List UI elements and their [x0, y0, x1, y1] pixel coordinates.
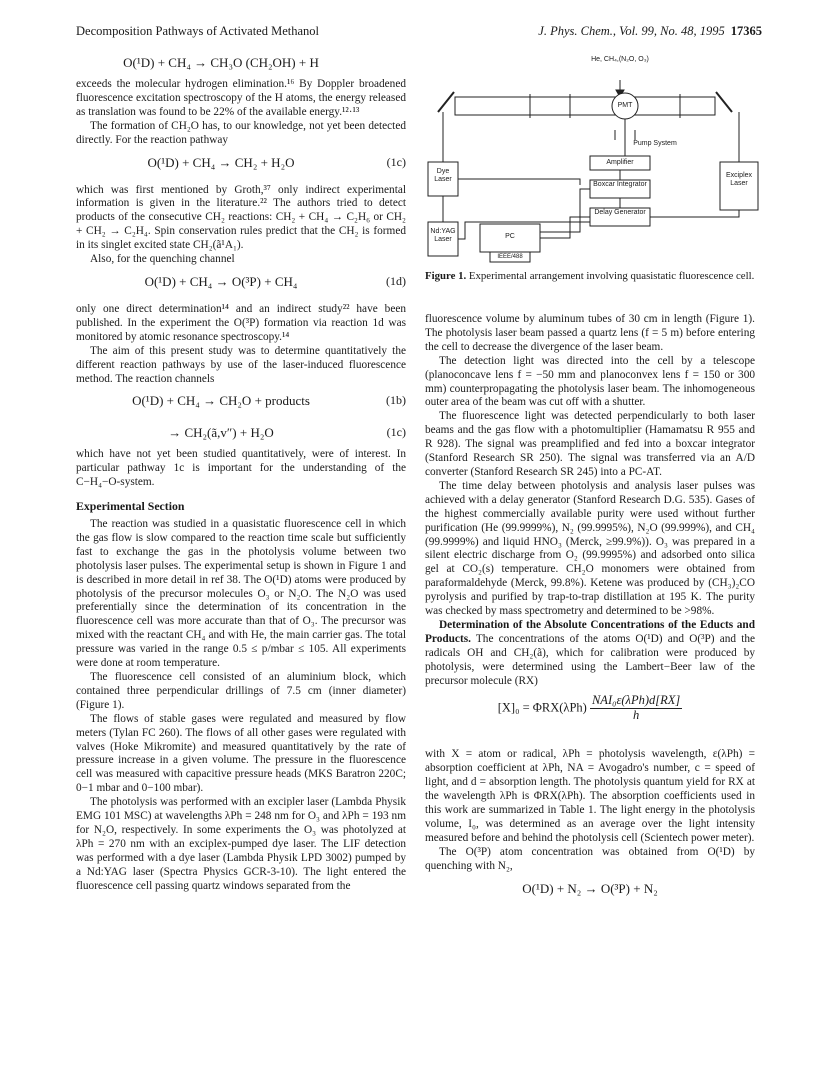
paragraph: The fluorescence light was detected perpendicularly to both laser beams and the gas flow with a photomultiplier (Hamamatsu R 955 and R 928). The signal was preamplified and fed into a boxcar integrator (Stanford Research SR 250). The signal was transferred via an A/D converter (Stanford Research SR 245) into a PC-AT. — [425, 410, 755, 478]
fluorescence-cell-tube — [455, 97, 715, 115]
paragraph: The fluorescence cell consisted of an aluminium block, which contained three perpendicular drillings of 7.5 cm (inner diameter) (Figure 1). — [76, 671, 406, 711]
paragraph: The photolysis was performed with an excipler laser (Lambda Physik EMG 101 MSC) at wavelengths λPh = 248 nm for O₃ and λPh = 193 nm for N₂O, respectively. In some experiments the O₃ was photolyzed at λPh = 270 nm with an exciplex-pumped dye laser. The LIF detection was performed with a dye laser (Lambda Physik LPD 3002) pumped by a Nd:YAG laser (Spectra Physics GCR-3-10). The light entered the fluorescence cell passing quartz windows separated from the — [76, 796, 406, 892]
pc-label: PC — [505, 233, 515, 240]
paragraph-text: The concentrations of the atoms O(¹D) and O(³P) and the radicals OH and CH₂(ã), which for calibration were produced by photolysis, were determined using the Lambert−Beer law of the precursor molecule (RX) — [425, 632, 755, 687]
lambert-beer-equation — [425, 694, 755, 740]
caption-label: Figure 1. — [425, 270, 467, 282]
section-heading: Experimental Section — [76, 499, 185, 514]
caption-text: Experimental arrangement involving quasistatic fluorescence cell. — [468, 270, 755, 282]
exciplex-label: Exciplex Laser — [725, 172, 753, 187]
equation-body: O(¹D) + CH₄ → CH₂O + products — [132, 393, 310, 409]
ndyag-label: Nd:YAG Laser — [430, 228, 456, 243]
paragraph: exceeds the molecular hydrogen elimination.¹⁶ By Doppler broadened fluorescence excitation spectroscopy of the H atoms, the energy released as translation was found to be 22% of the available energy.¹²·¹³ — [76, 78, 406, 118]
paragraph: The aim of this present study was to determine quantitatively the different reaction pathways by use of the laser-induced fluorescence method. The reaction channels — [76, 344, 406, 385]
equation-number: (1d) — [386, 273, 406, 288]
boxcar-label: Boxcar Integrator — [593, 181, 647, 188]
pc-to-boxcar-wire — [540, 189, 590, 232]
equation-body: → CH₂(ã,v″) + H₂O — [168, 425, 274, 441]
delay-generator-label: Delay Generator — [594, 209, 646, 216]
figure-caption — [425, 270, 760, 283]
pump-system-label: Pump System — [633, 140, 677, 147]
paragraph: Also, for the quenching channel — [90, 253, 235, 266]
pmt-label: PMT — [617, 102, 633, 109]
figure-1-diagram — [420, 52, 770, 302]
pc-to-delay-wire — [540, 217, 590, 238]
equation-1c-second — [76, 422, 406, 444]
equation-1a-body: O(¹D) + CH₄ → CH₃O (CH₂OH) + H — [123, 55, 319, 70]
running-header-title: Decomposition Pathways of Activated Methanol — [76, 24, 320, 38]
right-column — [425, 313, 755, 910]
dye-wire — [458, 179, 580, 185]
equation-number: (1b) — [386, 393, 406, 408]
paragraph: The detection light was directed into the cell by a telescope (planoconcave lens f = −50 mm and planoconvex lens f = 150 or 300 mm) counterpropagating the photolysis laser beam. The inhomogeneous outer area of the beam was cut off with a shutter. — [425, 354, 755, 409]
equation-lhs: [X]₀ = ΦRX(λPh) — [497, 700, 587, 715]
gas-inlet-label: He, CH₄,(N₂O, O₃) — [591, 56, 649, 63]
equation-denominator: h — [632, 708, 640, 723]
equation-number: (1c) — [386, 154, 406, 169]
paragraph: fluorescence volume by aluminum tubes of 30 cm in length (Figure 1). The photolysis laser beam passed a quartz lens (f = 5 m) before entering the cell to decrease the divergence of the laser beam. — [425, 313, 755, 353]
equation-fraction — [590, 694, 682, 723]
subsection-heading: Determination of the Absolute Concentrations of the Educts and Products. — [425, 618, 755, 645]
equation-body: O(¹D) + CH₄ → CH₂ + H₂O — [147, 154, 295, 170]
paragraph: The formation of CH₂O has, to our knowledge, not yet been detected directly. For the reaction pathway — [76, 119, 406, 146]
dye-laser-label: Dye Laser — [434, 168, 452, 183]
equation-body: O(¹D) + N₂ → O(³P) + N₂ — [522, 880, 658, 896]
equation-1d — [76, 271, 406, 297]
equation-1c — [76, 152, 406, 178]
paragraph: The time delay between photolysis and analysis laser pulses was achieved with a delay generator (Stanford Research D.G. 535). Gases of the highest commercially available purity were used without further purification (He (99.9999%), N₂ (99.9995%), N₂O (99.999%), and CH₄ (99.9999%) and liquid HNO₃ (Merck, ≥99.9%)). O₃ was prepared in a silent electric discharge from O₂ (99.9995%) and adsorbed onto silica gel at CO₂(s) temperature. CH₂O monomers were obtained from paraformaldehyde (Merck, 99.8%). Ketene was produced by (CH₃)₂CO pyrolysis and purified by trap-to-trap distillation at 195 K. The purity was checked by mass spectrometry and determined to be >98%. — [425, 479, 755, 618]
page-number: 17365 — [730, 24, 762, 38]
equation-number: (1c) — [386, 425, 406, 440]
paragraph: The reaction was studied in a quasistatic fluorescence cell in which the gas flow is slow compared to the reaction time scale but sufficiently fast to exchange the gas in the photolysis volume between two photolysis laser pulses. The experimental setup is shown in Figure 1 and is described in more detail in ref 38. The O(¹D) atoms were produced by photolysis of the precursor molecules O₃ or N₂O. The N₂O was used preferentially since the determination of its concentration in the fluorescence cell was more accurate than that of O₃. The precursor was mixed with the reactant CH₄ and with He, the main carrier gas. The total pressure was varied in the range 0.5 ≤ p/mbar ≤ 105. All experiments were done at room temperature. — [76, 518, 406, 670]
paragraph: with X = atom or radical, λPh = photolysis wavelength, ε(λPh) = absorption coefficient at λPh, NA = Avogadro's number, c = speed of light, and d = absorption length. The photolysis quantum yield for RX at the wavelength λPh is ΦRX(λPh). The absorption coefficients used in this work are summarized in Table 1. The light energy in the photolysis volume, I₀, was determined as an average over the light intensity measured before and behind the photolysis cell (Scientech power meter). — [425, 748, 755, 844]
equation-numerator: NAI₀ε(λPh)d[RX] — [591, 693, 681, 708]
paragraph: which have not yet been studied quantitatively, were of interest. In particular pathway 1c is important for the understanding of the C−H₄−O-system. — [76, 448, 406, 489]
paragraph: The flows of stable gases were regulated and measured by flow meters (Tylan FC 260). The flows of all other gases were regulated with valves (Hoke Mikromite) and measured quantitatively by the rate of pressure increase in a given volume. The pressure in the fluorescence cell was measured with capacitive pressure heads (MKS Baratron 220C; 0−1 mbar and 0−100 mbar). — [76, 712, 406, 795]
paragraph: The O(³P) atom concentration was obtained from O(¹D) by quenching with N₂, — [425, 845, 755, 872]
quenching-equation — [425, 878, 755, 904]
paragraph: only one direct determination¹⁴ and an indirect study²² have been published. In the experiment the O(³P) formation via reaction 1d was monitored by atomic resonance spectroscopy.¹⁴ — [76, 302, 406, 343]
equation-body: O(¹D) + CH₄ → O(³P) + CH₄ — [144, 273, 298, 289]
journal-citation: J. Phys. Chem., Vol. 99, No. 48, 1995 — [538, 24, 725, 38]
equation-1b — [76, 390, 406, 416]
left-mirror — [438, 92, 454, 112]
equation-1a — [76, 52, 406, 74]
running-header-journal — [538, 24, 762, 39]
right-mirror — [716, 92, 732, 112]
left-column — [76, 50, 406, 894]
paragraph — [425, 619, 755, 689]
ieee-label: IEEE/488 — [497, 254, 523, 260]
delay-to-exciplex-wire — [650, 210, 739, 217]
amplifier-label: Amplifier — [606, 159, 634, 166]
paragraph: which was first mentioned by Groth,³⁷ only indirect experimental information is given in the literature.²² The authors tried to detect products of the consecutive CH₂ reactions: CH₂ + CH₄ → C₂H₆ or CH₂ + CH₂ → C₂H₄. Spin conservation rules predict that the CH₂ is formed in its singlet excited state CH₂(ã¹A₁). — [76, 183, 406, 252]
